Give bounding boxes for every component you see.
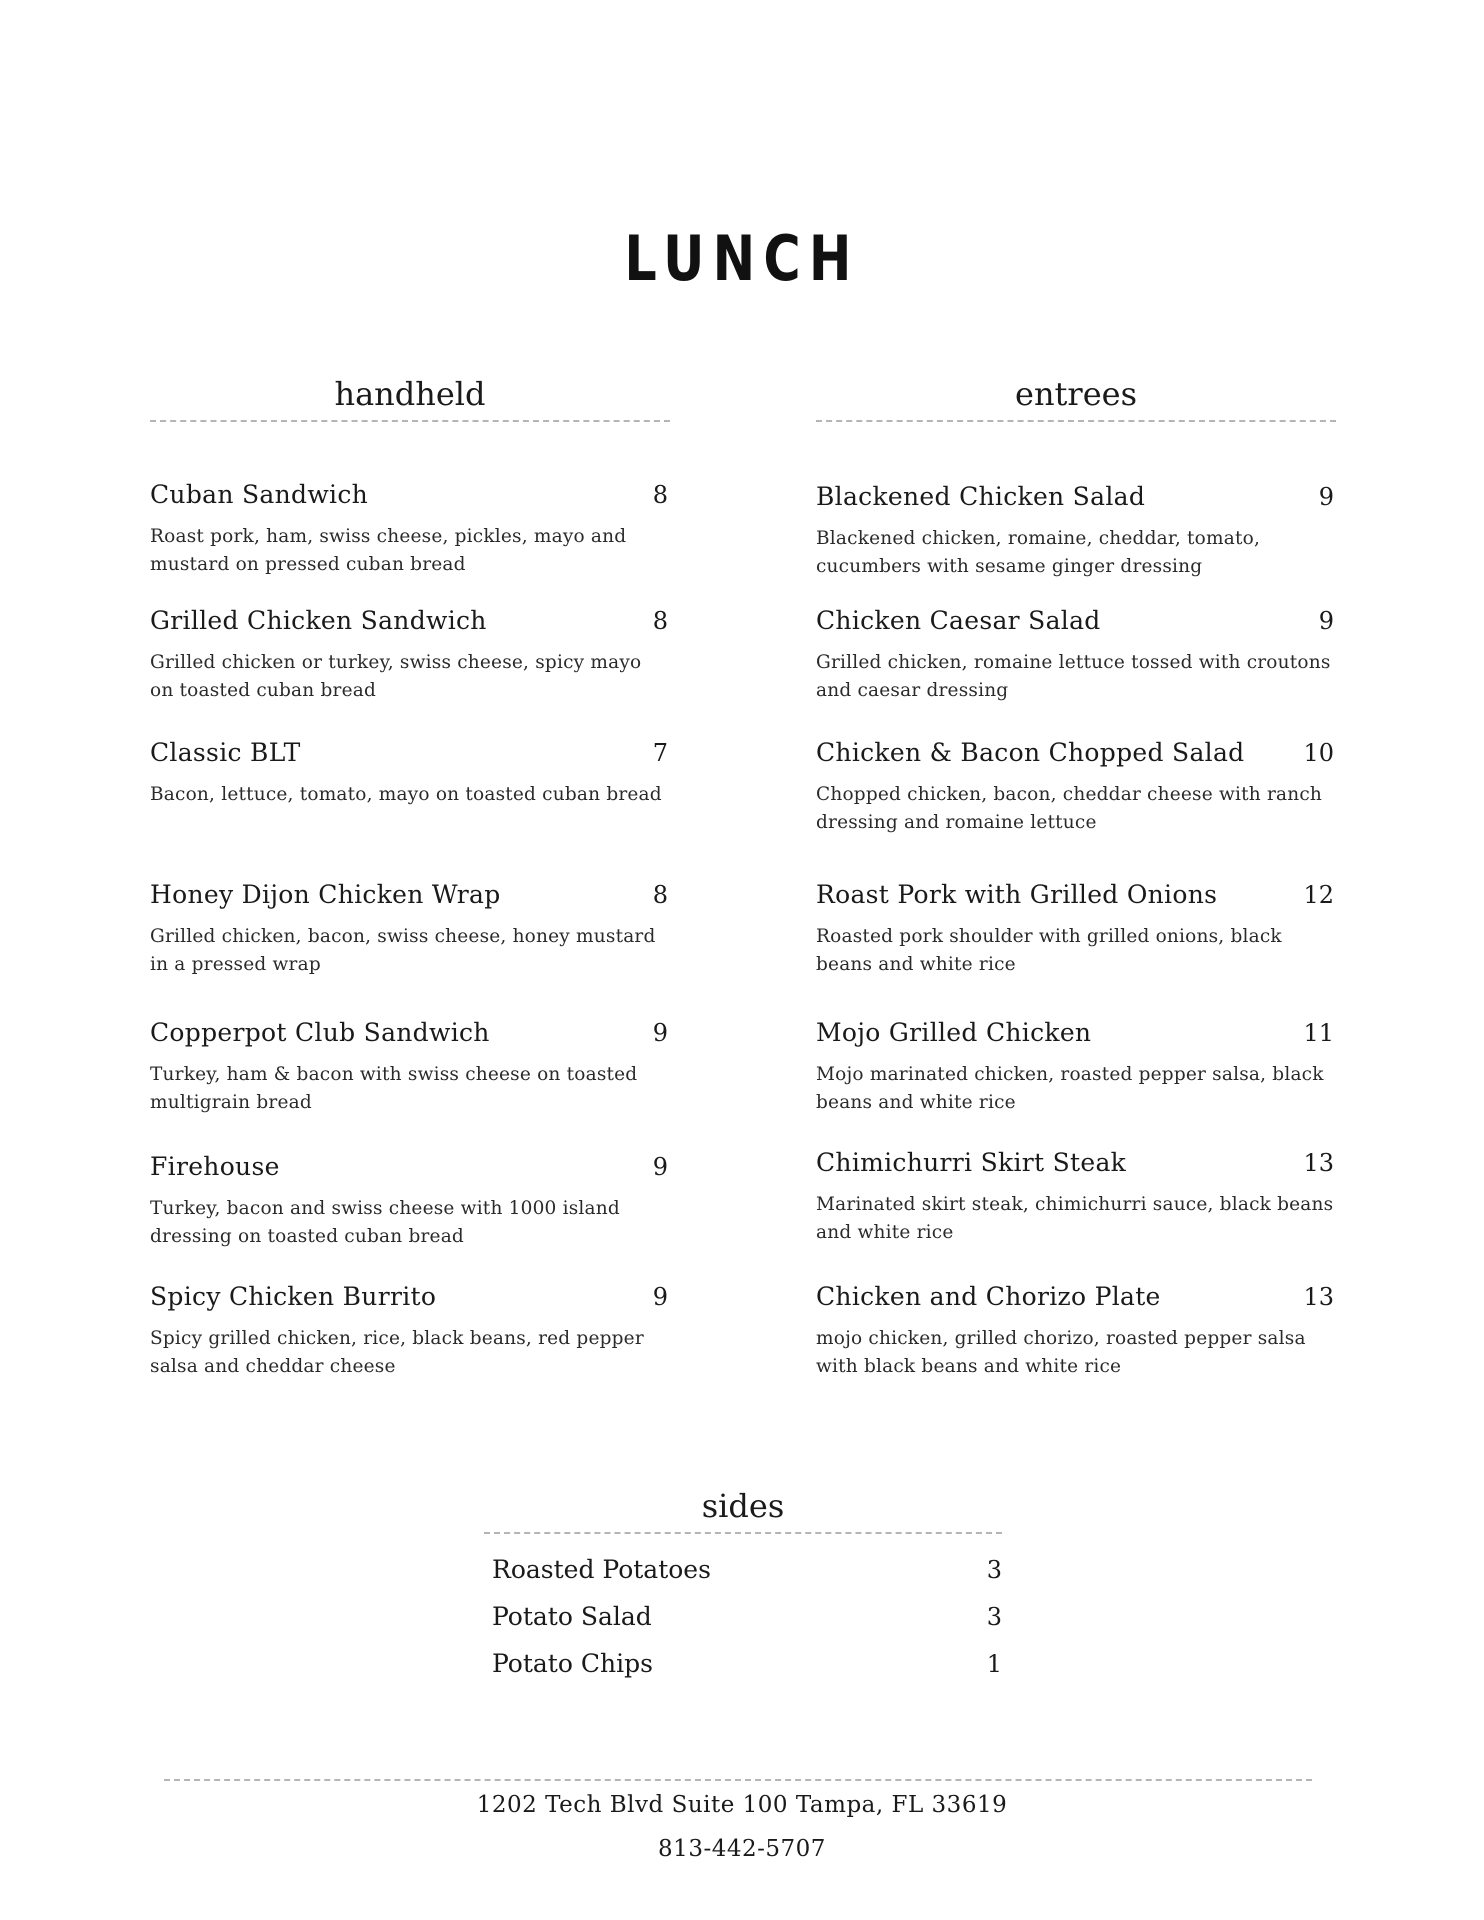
section-divider — [816, 420, 1336, 422]
item-price: 9 — [652, 1153, 668, 1181]
item-description: Turkey, ham & bacon with swiss cheese on toasted multigrain bread — [150, 1064, 638, 1113]
menu-item — [816, 738, 1336, 837]
entrees-section — [816, 372, 1336, 1377]
restaurant-address: 1202 Tech Blvd Suite 100 Tampa, FL 33619 — [476, 1792, 1008, 1818]
item-name: Classic BLT — [150, 738, 301, 767]
item-price: 9 — [1318, 607, 1334, 635]
item-price: 10 — [1303, 739, 1334, 767]
item-description: mojo chicken, grilled chorizo, roasted pepper salsa with black beans and white rice — [816, 1328, 1306, 1377]
item-price: 13 — [1303, 1149, 1334, 1177]
menu-item — [150, 880, 670, 979]
item-description: Grilled chicken or turkey, swiss cheese, spicy mayo on toasted cuban bread — [150, 652, 642, 701]
menu-item — [150, 1018, 670, 1117]
menu-item — [816, 482, 1336, 581]
item-price: 3 — [986, 1602, 1002, 1631]
menu-item — [816, 1148, 1336, 1247]
menu-item — [816, 1018, 1336, 1117]
item-description: Marinated skirt steak, chimichurri sauce, black beans and white rice — [816, 1194, 1334, 1243]
side-item — [484, 1640, 1002, 1687]
item-price: 9 — [1318, 483, 1334, 511]
section-heading-sides: sides — [701, 1487, 785, 1525]
section-heading-entrees: entrees — [1015, 375, 1137, 413]
section-divider — [150, 420, 670, 422]
restaurant-phone: 813-442-5707 — [658, 1836, 826, 1862]
item-description: Mojo marinated chicken, roasted pepper salsa, black beans and white rice — [816, 1064, 1324, 1113]
menu-item — [150, 1152, 670, 1251]
footer-divider — [164, 1779, 1312, 1781]
item-name: Mojo Grilled Chicken — [816, 1018, 1092, 1047]
item-price: 9 — [652, 1283, 668, 1311]
item-name: Blackened Chicken Salad — [816, 482, 1146, 511]
item-description: Grilled chicken, bacon, swiss cheese, honey mustard in a pressed wrap — [150, 926, 656, 975]
item-price: 8 — [652, 607, 668, 635]
item-description: Bacon, lettuce, tomato, mayo on toasted cuban bread — [150, 784, 662, 805]
menu-title: LUNCH — [624, 222, 860, 295]
item-name: Grilled Chicken Sandwich — [150, 606, 487, 635]
item-price: 8 — [652, 881, 668, 909]
item-price: 7 — [652, 739, 668, 767]
item-description: Turkey, bacon and swiss cheese with 1000 island dressing on toasted cuban bread — [150, 1198, 620, 1247]
item-name: Chicken Caesar Salad — [816, 606, 1101, 635]
item-name: Roasted Potatoes — [492, 1555, 711, 1584]
item-name: Roast Pork with Grilled Onions — [816, 880, 1218, 909]
menu-item — [150, 480, 670, 579]
item-description: Chopped chicken, bacon, cheddar cheese with ranch dressing and romaine lettuce — [816, 784, 1323, 833]
menu-item — [150, 738, 670, 809]
item-price: 9 — [652, 1019, 668, 1047]
item-price: 12 — [1303, 881, 1334, 909]
item-price: 3 — [986, 1555, 1002, 1584]
sides-section — [484, 1484, 1002, 1687]
item-name: Spicy Chicken Burrito — [150, 1282, 437, 1311]
menu-item — [816, 606, 1336, 705]
item-name: Chicken and Chorizo Plate — [816, 1282, 1161, 1311]
menu-item — [150, 1282, 670, 1381]
item-price: 8 — [652, 481, 668, 509]
item-price: 1 — [986, 1649, 1002, 1678]
menu-item — [816, 880, 1336, 979]
item-description: Blackened chicken, romaine, cheddar, tomato, cucumbers with sesame ginger dressing — [816, 528, 1261, 577]
item-name: Potato Chips — [492, 1649, 653, 1678]
item-name: Cuban Sandwich — [150, 480, 369, 509]
item-name: Firehouse — [150, 1152, 280, 1181]
item-name: Honey Dijon Chicken Wrap — [150, 880, 501, 909]
side-item — [484, 1546, 1002, 1593]
item-description: Roasted pork shoulder with grilled onions, black beans and white rice — [816, 926, 1282, 975]
item-name: Chicken & Bacon Chopped Salad — [816, 738, 1245, 767]
item-description: Spicy grilled chicken, rice, black beans, red pepper salsa and cheddar cheese — [150, 1328, 644, 1377]
item-name: Copperpot Club Sandwich — [150, 1018, 490, 1047]
menu-item — [150, 606, 670, 705]
handheld-section — [150, 372, 670, 1377]
menu-item — [816, 1282, 1336, 1381]
section-divider — [484, 1532, 1002, 1534]
section-heading-handheld: handheld — [334, 375, 486, 413]
side-item — [484, 1593, 1002, 1640]
item-name: Potato Salad — [492, 1602, 652, 1631]
item-description: Grilled chicken, romaine lettuce tossed with croutons and caesar dressing — [816, 652, 1331, 701]
item-price: 13 — [1303, 1283, 1334, 1311]
item-price: 11 — [1303, 1019, 1334, 1047]
item-name: Chimichurri Skirt Steak — [816, 1148, 1127, 1177]
item-description: Roast pork, ham, swiss cheese, pickles, mayo and mustard on pressed cuban bread — [150, 526, 627, 575]
